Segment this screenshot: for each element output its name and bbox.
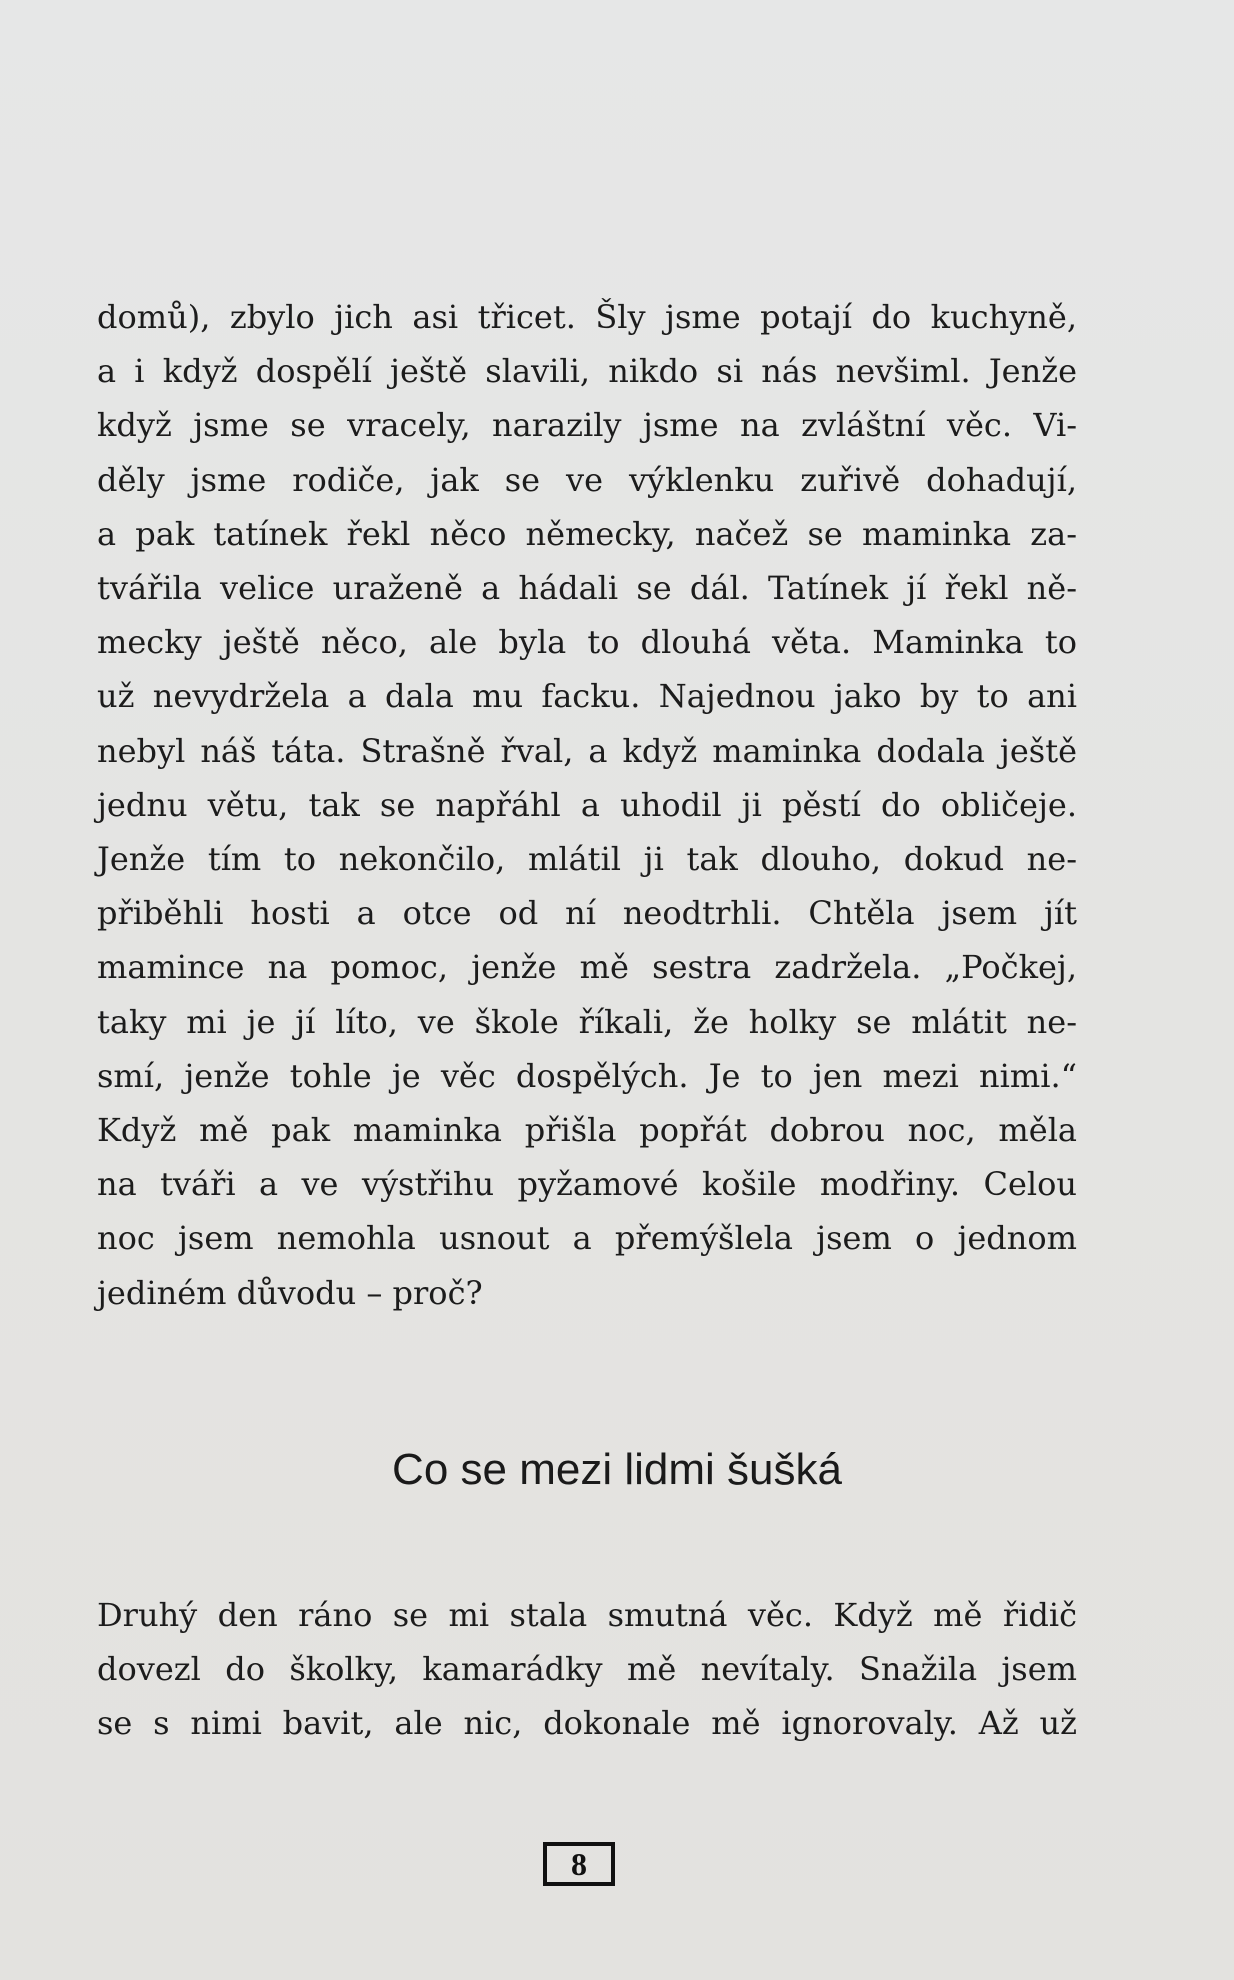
text-line: mecky ještě něco, ale byla to dlouhá věta. Maminka to xyxy=(97,623,1077,662)
body-paragraph xyxy=(97,1588,1077,1751)
text-line: mamince na pomoc, jenže mě sestra zadržela. „Počkej, xyxy=(97,948,1077,987)
text-line: nebyl náš táta. Strašně řval, a když maminka dodala ještě xyxy=(97,731,1077,770)
text-line: přiběhli hosti a otce od ní neodtrhli. Chtěla jsem jít xyxy=(97,894,1077,933)
text-line: se s nimi bavit, ale nic, dokonale mě ignorovaly. Až už xyxy=(97,1704,1077,1743)
text-line: Druhý den ráno se mi stala smutná věc. Když mě řidič xyxy=(97,1596,1077,1634)
text-line: jediném důvodu – proč? xyxy=(97,1273,483,1312)
text-line: Jenže tím to nekončilo, mlátil ji tak dlouho, dokud ne- xyxy=(97,840,1077,879)
text-line: smí, jenže tohle je věc dospělých. Je to jen mezi nimi.“ xyxy=(97,1056,1077,1095)
text-line: už nevydržela a dala mu facku. Najednou jako by to ani xyxy=(97,677,1077,716)
text-line: noc jsem nemohla usnout a přemýšlela jsem o jednom xyxy=(97,1219,1077,1258)
text-line: dovezl do školky, kamarádky mě nevítaly. Snažila jsem xyxy=(97,1650,1077,1689)
text-line: a pak tatínek řekl něco německy, načež se maminka za- xyxy=(97,514,1077,553)
body-paragraph xyxy=(97,290,1077,1320)
text-line: domů), zbylo jich asi třicet. Šly jsme potají do kuchyně, xyxy=(97,298,1077,336)
text-line: a i když dospělí ještě slavili, nikdo si nás nevšiml. Jenže xyxy=(97,352,1077,391)
text-line: na tváři a ve výstřihu pyžamové košile modřiny. Celou xyxy=(97,1165,1077,1204)
text-line: když jsme se vracely, narazily jsme na zvláštní věc. Vi- xyxy=(97,406,1077,445)
text-line: taky mi je jí líto, ve škole říkali, že holky se mlátit ne- xyxy=(97,1002,1077,1041)
text-line: Když mě pak maminka přišla popřát dobrou noc, měla xyxy=(97,1111,1077,1150)
section-heading: Co se mezi lidmi šušká xyxy=(392,1445,842,1494)
text-line: děly jsme rodiče, jak se ve výklenku zuřivě dohadují, xyxy=(97,460,1077,499)
page-number: 8 xyxy=(543,1842,615,1886)
text-line: tvářila velice uraženě a hádali se dál. Tatínek jí řekl ně- xyxy=(97,569,1077,608)
text-line: jednu větu, tak se napřáhl a uhodil ji pěstí do obličeje. xyxy=(97,785,1077,824)
